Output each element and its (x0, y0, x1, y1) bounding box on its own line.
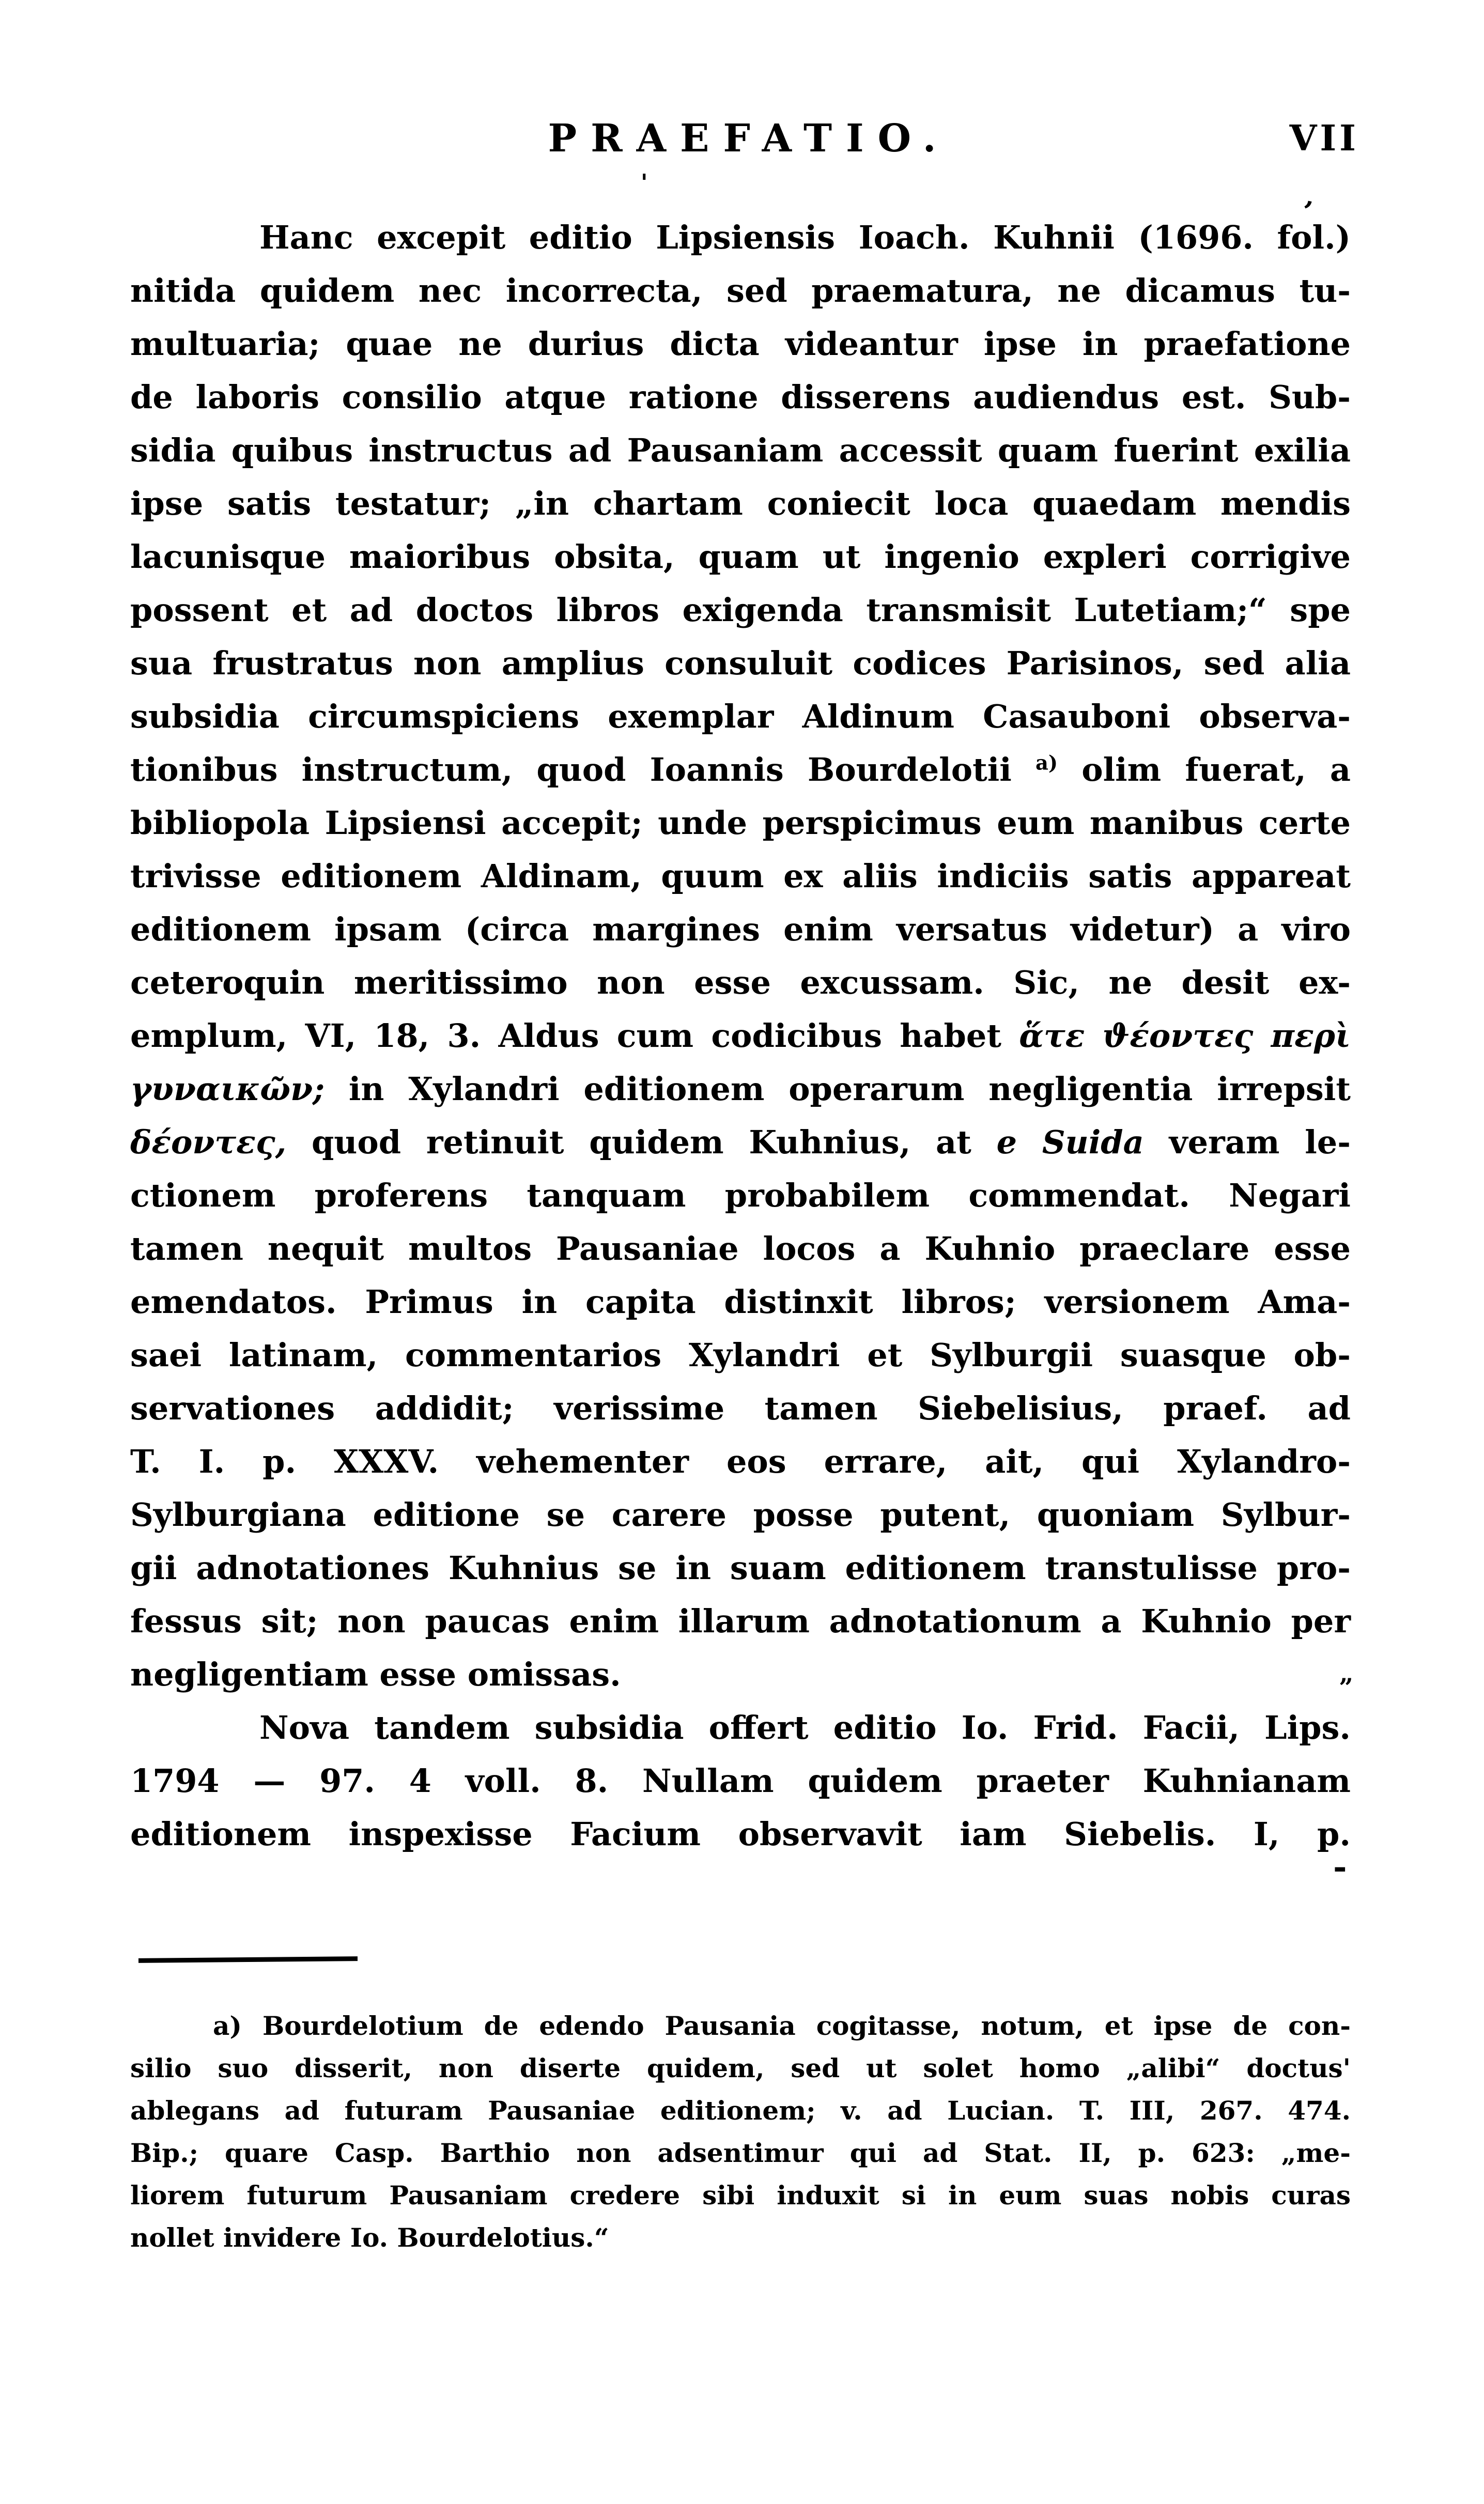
body-line: negligentiam esse omissas. (130, 1656, 621, 1693)
body-line-text: veram le- (1143, 1123, 1351, 1161)
footnote (130, 2005, 1351, 2259)
body-text (130, 211, 1351, 1861)
body-line: sua frustratus non amplius consuluit codices Parisinos, sed alia (130, 644, 1351, 682)
body-line: emendatos. Primus in capita distinxit libros; versionem Ama- (130, 1283, 1351, 1321)
scan-artifact: - (1333, 1848, 1347, 1887)
body-line: servationes addidit; verissime tamen Siebelisius, praef. ad (130, 1389, 1351, 1427)
body-line: nitida quidem nec incorrecta, sed praematura, ne dicamus tu- (130, 272, 1351, 310)
body-line: editionem ipsam (circa margines enim versatus videtur) a viro (130, 910, 1351, 948)
body-line: Sylburgiana editione se carere posse putent, quoniam Sylbur- (130, 1496, 1351, 1534)
body-line: saei latinam, commentarios Xylandri et Sylburgii suasque ob- (130, 1336, 1351, 1374)
body-line-with-greek (130, 1116, 1351, 1169)
footnote-ref-a: a) (1035, 751, 1058, 775)
footnote-line: Bip.; quare Casp. Barthio non adsentimur qui ad Stat. II, p. 623: „me- (130, 2138, 1351, 2168)
greek-phrase: γυναικῶν; (130, 1070, 325, 1108)
body-line-text: tionibus instructum, quod Ioannis Bourdelotii (130, 751, 1035, 789)
footnote-divider-rule (138, 1956, 358, 1963)
body-line: de laboris consilio atque ratione disserens audiendus est. Sub- (130, 378, 1351, 416)
page-title: PRAEFATIO. (548, 116, 950, 161)
scan-artifact: „ (1339, 1659, 1354, 1688)
body-line-with-greek (130, 1009, 1351, 1062)
body-line-with-footnote-ref (130, 743, 1351, 796)
footnote-line: nollet invidere Io. Bourdelotius.“ (130, 2222, 609, 2253)
page-number: VII (1289, 118, 1359, 159)
body-line-text: olim fuerat, a (1058, 751, 1351, 789)
italic-phrase: e Suida (996, 1123, 1144, 1161)
body-line: lacunisque maioribus obsita, quam ut ingenio expleri corrigive (130, 538, 1351, 576)
body-line: multuaria; quae ne durius dicta videantur ipse in praefatione (130, 325, 1351, 363)
body-line-with-greek (130, 1062, 1351, 1116)
body-line: 1794 — 97. 4 voll. 8. Nullam quidem praeter Kuhnianam (130, 1762, 1351, 1800)
body-line: subsidia circumspiciens exemplar Aldinum Casauboni observa- (130, 698, 1351, 735)
footnote-line: ablegans ad futuram Pausaniae editionem; v. ad Lucian. T. III, 267. 474. (130, 2095, 1351, 2126)
scan-artifact: ' (641, 169, 648, 196)
body-line: possent et ad doctos libros exigenda transmisit Lutetiam;“ spe (130, 591, 1351, 629)
body-line: gii adnotationes Kuhnius se in suam editionem transtulisse pro- (130, 1549, 1351, 1587)
greek-phrase: δέοντες, (130, 1123, 287, 1161)
body-line: Nova tandem subsidia offert editio Io. Frid. Facii, Lips. (259, 1709, 1351, 1746)
body-line: Hanc excepit editio Lipsiensis Ioach. Kuhnii (1696. fol.) (259, 219, 1351, 256)
body-line: editionem inspexisse Facium observavit iam Siebelis. I, p. (130, 1815, 1351, 1853)
body-line: bibliopola Lipsiensi accepit; unde perspicimus eum manibus certe (130, 804, 1351, 842)
scan-artifact: ’ (1298, 194, 1316, 229)
footnote-line: silio suo disserit, non diserte quidem, sed ut solet homo „alibi“ doctus' (130, 2053, 1351, 2083)
greek-phrase: ἅτε ϑέοντες περὶ (1019, 1017, 1351, 1055)
footnote-line: liorem futurum Pausaniam credere sibi induxit si in eum suas nobis curas (130, 2180, 1351, 2211)
body-line: ceteroquin meritissimo non esse excussam. Sic, ne desit ex- (130, 964, 1351, 1001)
body-line: tamen nequit multos Pausaniae locos a Kuhnio praeclare esse (130, 1230, 1351, 1268)
body-line: trivisse editionem Aldinam, quum ex aliis indiciis satis appareat (130, 857, 1351, 895)
body-line: fessus sit; non paucas enim illarum adnotationum a Kuhnio per (130, 1602, 1351, 1640)
body-line-text: quod retinuit quidem Kuhnius, at (286, 1123, 997, 1161)
running-head (0, 113, 1484, 164)
body-line-text: in Xylandri editionem operarum negligentia irrepsit (324, 1070, 1351, 1108)
body-line: ctionem proferens tanquam probabilem commendat. Negari (130, 1177, 1351, 1214)
footnote-line: a) Bourdelotium de edendo Pausania cogitasse, notum, et ipse de con- (213, 2011, 1351, 2041)
body-line-text: emplum, VI, 18, 3. Aldus cum codicibus habet (130, 1017, 1019, 1055)
body-line: T. I. p. XXXV. vehementer eos errare, ait, qui Xylandro- (130, 1443, 1351, 1480)
body-line: ipse satis testatur; „in chartam coniecit loca quaedam mendis (130, 485, 1351, 522)
body-line: sidia quibus instructus ad Pausaniam accessit quam fuerint exilia (130, 431, 1351, 469)
